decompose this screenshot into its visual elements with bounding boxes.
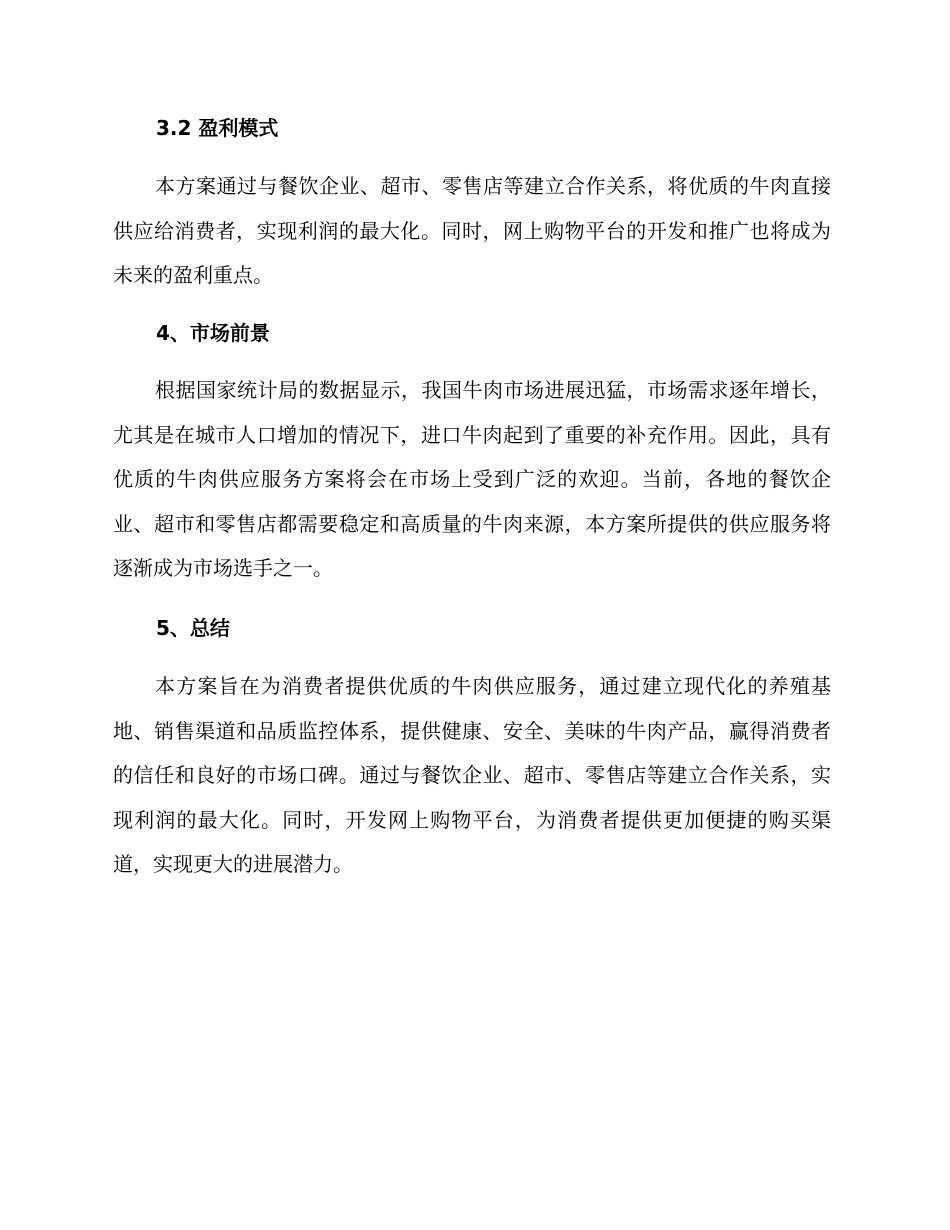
section-paragraph-market-outlook: 根据国家统计局的数据显示，我国牛肉市场进展迅猛，市场需求逐年增长，尤其是在城市人口增加的情况下，进口牛肉起到了重要的补充作用。因此，具有优质的牛肉供应服务方案将会在市场上受到广泛的欢迎。当前，各地的餐饮企业、超市和零售店都需要稳定和高质量的牛肉来源，本方案所提供的供应服务将逐渐成为市场选手之一。 <box>113 378 831 580</box>
section-paragraph-summary: 本方案旨在为消费者提供优质的牛肉供应服务，通过建立现代化的养殖基地、销售渠道和品质监控体系，提供健康、安全、美味的牛肉产品，赢得消费者的信任和良好的市场口碑。通过与餐饮企业、超市、零售店等建立合作关系，实现利润的最大化。同时，开发网上购物平台，为消费者提供更加便捷的购买渠道，实现更大的进展潜力。 <box>113 674 831 876</box>
section-heading-market-outlook: 4、市场前景 <box>156 321 270 345</box>
section-heading-summary: 5、总结 <box>156 616 230 640</box>
section-paragraph-profit-model: 本方案通过与餐饮企业、超市、零售店等建立合作关系，将优质的牛肉直接供应给消费者，实现利润的最大化。同时，网上购物平台的开发和推广也将成为未来的盈利重点。 <box>113 174 831 287</box>
section-heading-profit-model: 3.2 盈利模式 <box>156 116 279 140</box>
